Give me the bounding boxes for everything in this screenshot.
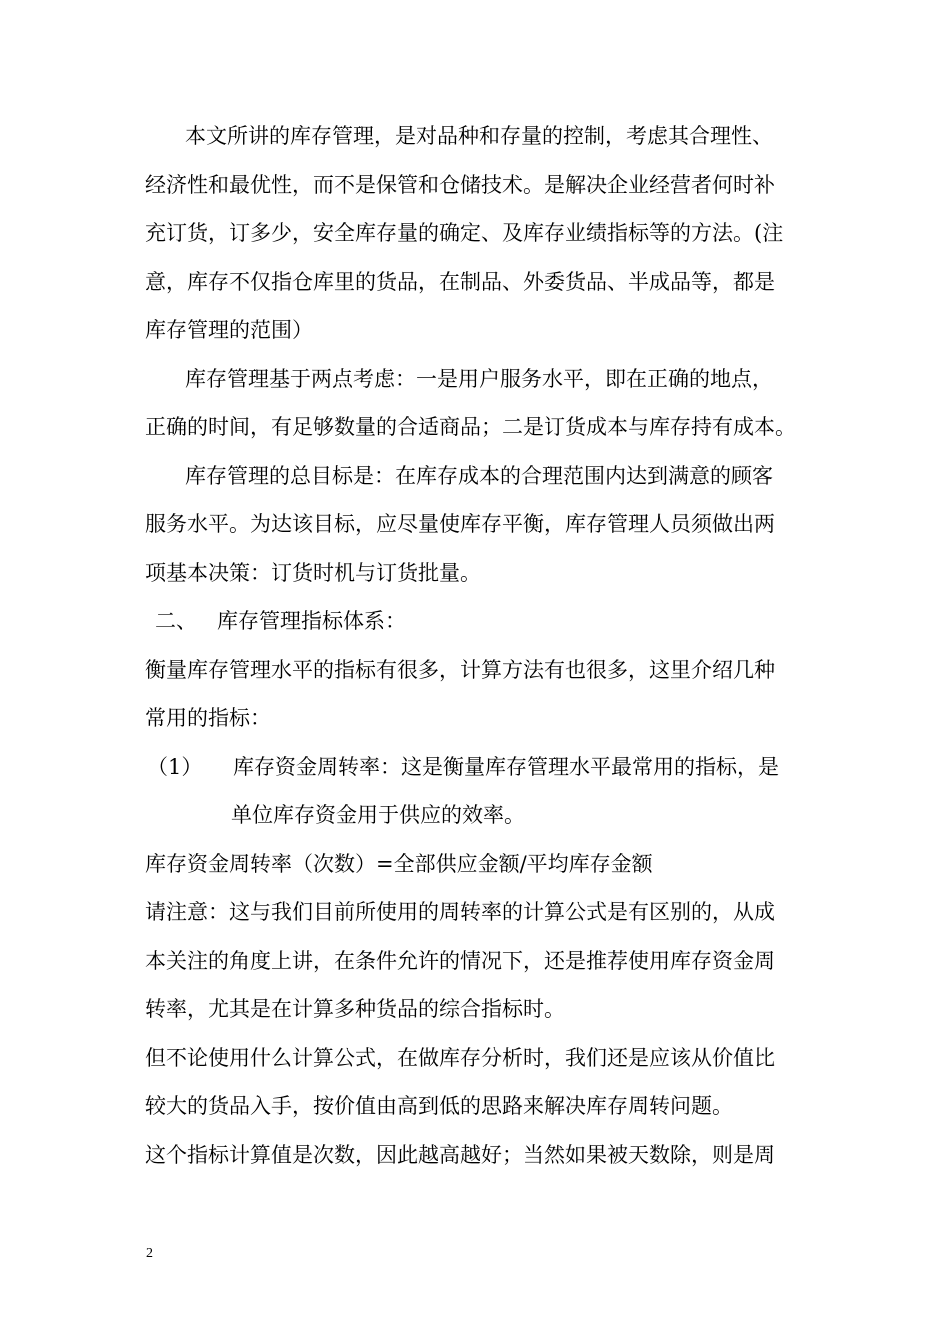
list-item-turnover-rate xyxy=(145,743,810,840)
formula-text: 库存资金周转率（次数）=全部供应金额/平均库存金额 xyxy=(145,851,653,876)
section-heading xyxy=(145,597,810,646)
page-number: 2 xyxy=(146,1246,153,1261)
text-line: 衡量库存管理水平的指标有很多，计算方法有也很多，这里介绍几种 xyxy=(145,657,775,682)
text-line: 较大的货品入手，按价值由高到低的思路来解决库存周转问题。 xyxy=(145,1094,733,1118)
text-line: 本关注的角度上讲，在条件允许的情况下，还是推荐使用库存资金周 xyxy=(145,948,775,973)
paragraph-value-approach xyxy=(145,1034,810,1131)
paragraph-note xyxy=(145,888,810,1034)
text-line: 请注意：这与我们目前所使用的周转率的计算公式是有区别的，从成 xyxy=(145,900,775,924)
formula-line xyxy=(145,840,810,889)
text-line: 转率，尤其是在计算多种货品的综合指标时。 xyxy=(145,997,565,1021)
paragraph-overall-goal xyxy=(145,452,810,598)
section-title: 库存管理指标体系： xyxy=(217,609,406,633)
text-line: 单位库存资金用于供应的效率。 xyxy=(231,803,525,827)
text-line: 库存管理基于两点考虑：一是用户服务水平，即在正确的地点， xyxy=(185,366,773,391)
text-line: 库存管理的总目标是：在库存成本的合理范围内达到满意的顾客 xyxy=(185,463,773,488)
text-line: 这个指标计算值是次数，因此越高越好；当然如果被天数除，则是周 xyxy=(145,1142,775,1167)
text-line: 正确的时间，有足够数量的合适商品；二是订货成本与库存持有成本。 xyxy=(145,415,796,439)
paragraph-two-considerations xyxy=(145,355,810,452)
paragraph-indicators-intro xyxy=(145,646,810,743)
text-line: 常用的指标： xyxy=(145,706,271,730)
document-body xyxy=(145,112,810,1179)
text-line: 项基本决策：订货时机与订货批量。 xyxy=(145,560,481,585)
text-line: 本文所讲的库存管理，是对品种和存量的控制，考虑其合理性、 xyxy=(185,124,773,148)
paragraph-indicator-value xyxy=(145,1131,810,1180)
text-line: 意，库存不仅指仓库里的货品，在制品、外委货品、半成品等，都是 xyxy=(145,269,775,294)
text-line: 经济性和最优性，而不是保管和仓储技术。是解决企业经营者何时补 xyxy=(145,172,775,197)
text-line: 但不论使用什么计算公式，在做库存分析时，我们还是应该从价值比 xyxy=(145,1045,775,1070)
section-number: 二、 xyxy=(155,609,197,633)
text-line: 充订货，订多少，安全库存量的确定、及库存业绩指标等的方法。(注 xyxy=(145,221,784,245)
paragraph-inventory-definition xyxy=(145,112,810,355)
text-line: 库存管理的范围） xyxy=(145,318,313,342)
text-line: 库存资金周转率：这是衡量库存管理水平最常用的指标，是 xyxy=(233,754,779,779)
list-marker: （1） xyxy=(147,754,203,779)
text-line: 服务水平。为达该目标，应尽量使库存平衡，库存管理人员须做出两 xyxy=(145,512,775,536)
